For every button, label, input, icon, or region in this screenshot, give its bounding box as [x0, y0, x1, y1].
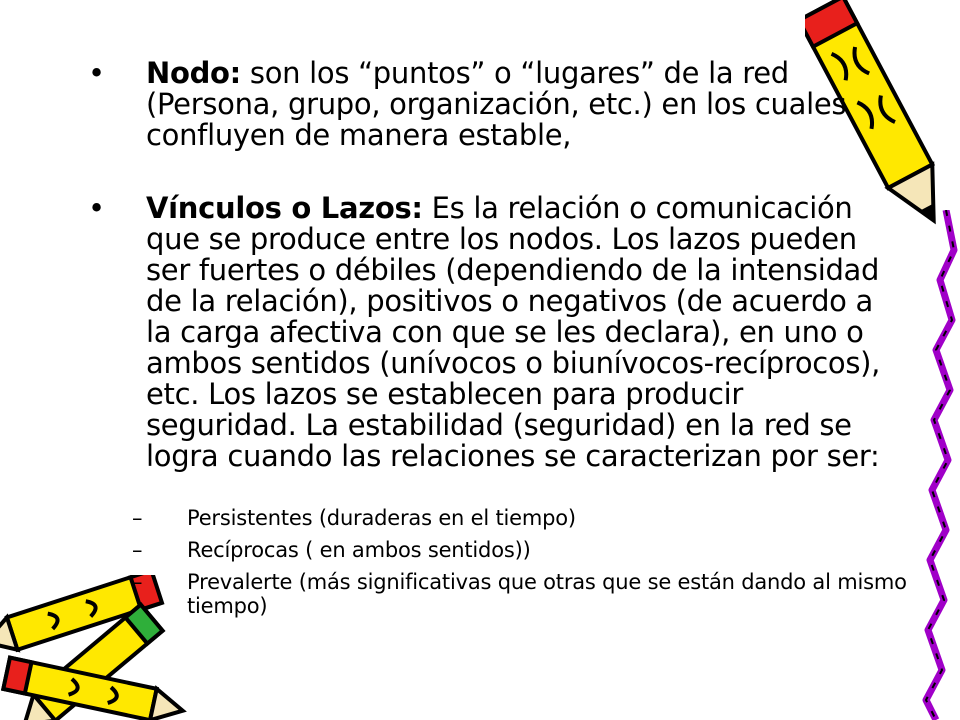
sub-item-text: Recíprocas ( en ambos sentidos)) [187, 538, 531, 562]
sub-item-text: Persistentes (duraderas en el tiempo) [187, 506, 576, 530]
bullet-body: son los “puntos” o “lugares” de la red (Persona, grupo, organización, etc.) en los cuales confluyen de manera estable, [146, 56, 847, 152]
bullet-term: Vínculos o Lazos: [146, 191, 423, 225]
bullet-text [146, 58, 886, 151]
bullet-marker: • [88, 191, 105, 225]
bullet-marker: • [88, 56, 105, 90]
pencils-icon [0, 575, 200, 720]
bullet-text [146, 193, 886, 472]
zigzag-border [906, 210, 960, 720]
sub-item-text: Prevalerte (más significativas que otras que se están dando al mismo tiempo) [187, 570, 907, 618]
sub-item-marker: – [132, 570, 143, 594]
sub-item-marker: – [132, 538, 143, 562]
sub-item-marker: – [132, 506, 143, 530]
bullet-term: Nodo: [146, 56, 241, 90]
bullet-body: Es la relación o comunicación que se produce entre los nodos. Los lazos pueden ser fuertes o débiles (dependiendo de la intensidad de la relación), positivos o negativos (de acuerdo a la carga afectiva con que se les declara), en uno o ambos sentidos (unívocos o biunívocos-recíprocos), etc. Los lazos se establecen para producir seguridad. La estabilidad (seguridad) en la red se logra cuando las relaciones se caracterizan por ser: [146, 191, 881, 473]
